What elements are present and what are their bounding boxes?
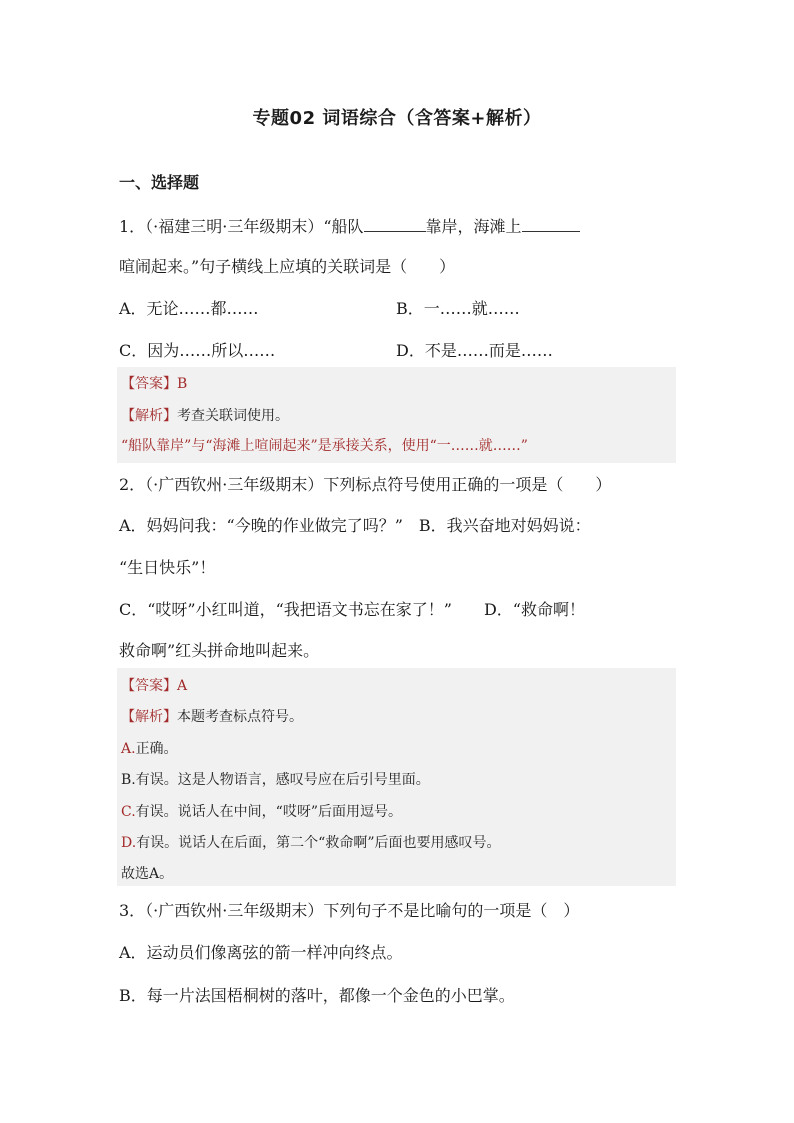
q1-option-a: A．无论……都…… [119,299,259,318]
q1-answer-box [117,367,676,463]
q2-option-d-cont: 救命啊”红头拼命地叫起来。 [119,641,320,660]
section-heading: 一、选择题 [119,173,200,192]
q2-exp-d [121,832,501,852]
page-title: 专题02 词语综合（含答案+解析） [252,108,542,129]
q1-answer: B [177,376,188,392]
exp-label: A. [121,741,136,757]
exp-label: D. [121,835,137,851]
q1-blank-1 [364,217,426,232]
q2-conclusion: 故选A。 [121,866,174,882]
q3-stem: 3．（·广西钦州·三年级期末）下列句子不是比喻句的一项是（ ） [119,901,580,920]
q2-answer: A [177,678,188,694]
exp-text: 有误。说话人在后面，第二个“救命啊”后面也要用感叹号。 [136,835,501,851]
q2-exp-c [121,801,402,821]
q1-explanation: “船队靠岸”与“海滩上喧闹起来”是承接关系，使用“一……就……” [121,438,528,454]
q2-exp-a [121,738,178,758]
q2-option-a-b: A．妈妈问我：“今晚的作业做完了吗？” B．我兴奋地对妈妈说： [119,516,591,535]
analysis-tag: 【解析】 [121,709,177,725]
exp-label: C. [121,804,136,820]
q1-stem-line2: 喧闹起来。”句子横线上应填的关联词是（ ） [119,257,456,276]
q1-option-d: D．不是……而是…… [396,341,553,360]
q2-option-b-cont: “生日快乐”！ [119,558,216,577]
q2-stem: 2．（·广西钦州·三年级期末）下列标点符号使用正确的一项是（ ） [119,475,612,494]
q2-analysis: 本题考查标点符号。 [177,709,303,725]
q3-option-a: A．运动员们像离弦的箭一样冲向终点。 [119,943,403,962]
q2-option-c-d: C．“哎呀”小红叫道，“我把语文书忘在家了！” D．“救命啊！ [119,600,585,619]
exp-text: 有误。说话人在中间，“哎呀”后面用逗号。 [135,804,402,820]
q1-stem-line1 [119,214,580,237]
exp-text: 正确。 [135,741,178,757]
q1-option-b: B．一……就…… [396,299,520,318]
q1-analysis-line [121,405,289,425]
q1-answer-line [121,373,187,393]
q2-answer-box [117,668,676,886]
q3-option-b: B．每一片法国梧桐树的落叶，都像一个金色的小巴掌。 [119,986,515,1005]
answer-tag: 【答案】 [121,376,177,392]
exp-text: 有误。这是人物语言，感叹号应在后引号里面。 [135,772,430,788]
q2-analysis-line [121,706,303,726]
q1-option-c: C．因为……所以…… [119,341,276,360]
q1-analysis: 考查关联词使用。 [177,408,289,424]
exp-label: B. [121,772,136,788]
answer-tag: 【答案】 [121,678,177,694]
q1-stem-part1: 1．（·福建三明·三年级期末）“船队 [119,217,364,236]
analysis-tag: 【解析】 [121,408,177,424]
q2-exp-b [121,769,430,789]
q1-stem-part2: 靠岸，海滩上 [425,217,522,236]
q1-blank-2 [522,217,580,232]
q2-answer-line [121,675,187,695]
